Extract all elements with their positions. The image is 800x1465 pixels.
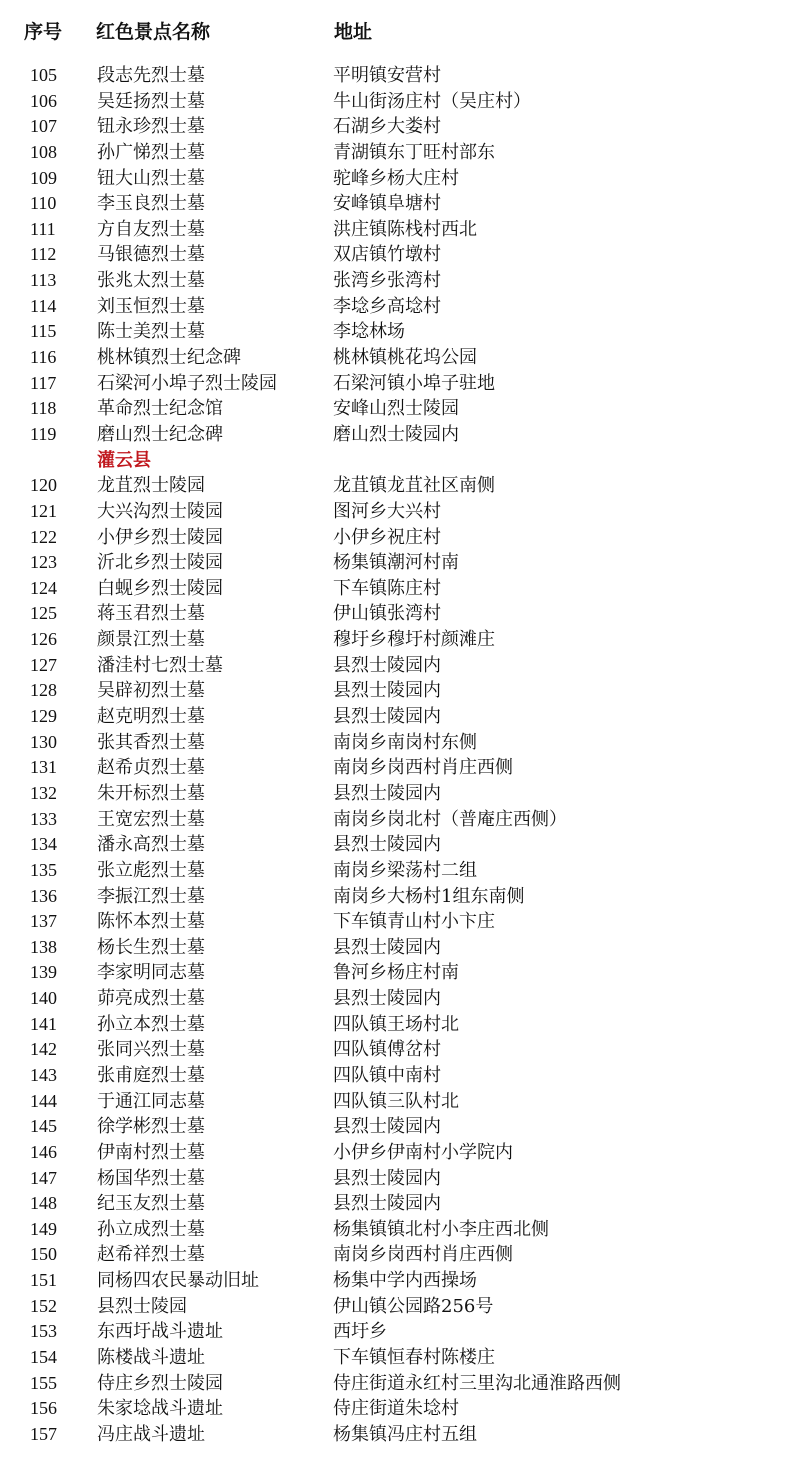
- site-address: 石湖乡大娄村: [333, 116, 441, 138]
- site-name: 潘永高烈士墓: [97, 834, 205, 856]
- site-name: 李玉良烈士墓: [97, 193, 205, 215]
- row-number: 153: [30, 1321, 57, 1342]
- table-row: [0, 1140, 800, 1166]
- table-row: [0, 1037, 800, 1063]
- site-address: 南岗乡大杨村1组东南侧: [333, 885, 525, 907]
- row-number: 150: [30, 1244, 57, 1265]
- row-number: 136: [30, 885, 57, 906]
- row-number: 111: [30, 218, 56, 239]
- table-row: [0, 89, 800, 115]
- row-number: 137: [30, 911, 57, 932]
- table-row: [0, 319, 800, 345]
- site-name: 于通江同志墓: [97, 1090, 205, 1112]
- county-heading-row: [0, 448, 800, 474]
- table-row: [0, 371, 800, 397]
- site-name: 段志先烈士墓: [97, 65, 205, 86]
- site-address: 小伊乡伊南村小学院内: [333, 1141, 513, 1163]
- site-name: 冯庄战斗遗址: [97, 1423, 205, 1445]
- site-address: 李埝乡高埝村: [333, 295, 441, 317]
- site-name: 桃林镇烈士纪念碑: [97, 347, 241, 369]
- site-address: 杨集镇冯庄村五组: [333, 1423, 477, 1445]
- site-name: 小伊乡烈士陵园: [97, 526, 223, 548]
- site-address: 驼峰乡杨大庄村: [333, 167, 459, 189]
- site-address: 县烈士陵园内: [333, 936, 441, 958]
- table-row: [0, 1396, 800, 1422]
- table-row: [0, 601, 800, 627]
- site-name: 张其香烈士墓: [97, 731, 205, 753]
- site-address: 杨集镇潮河村南: [333, 552, 459, 574]
- table-row: [0, 114, 800, 140]
- site-address: 小伊乡祝庄村: [333, 526, 441, 548]
- column-header-site-name: 红色景点名称: [96, 21, 211, 43]
- table-row: [0, 294, 800, 320]
- row-number: 109: [30, 167, 57, 188]
- table-row: [0, 704, 800, 730]
- table-row: [0, 63, 800, 89]
- row-number: 143: [30, 1064, 57, 1085]
- site-address: 侍庄街道朱埝村: [333, 1398, 459, 1420]
- site-address: 县烈士陵园内: [333, 654, 441, 676]
- row-number: 144: [30, 1090, 57, 1111]
- site-name: 颜景江烈士墓: [97, 629, 205, 651]
- site-address: 石梁河镇小埠子驻地: [333, 372, 495, 394]
- site-address: 鲁河乡杨庄村南: [333, 962, 459, 984]
- site-name: 磨山烈士纪念碑: [97, 423, 223, 445]
- site-address: 下车镇陈庄村: [333, 577, 441, 599]
- site-name: 徐学彬烈士墓: [97, 1116, 205, 1138]
- row-number: 156: [30, 1398, 57, 1419]
- site-name: 刘玉恒烈士墓: [97, 295, 205, 317]
- site-address: 青湖镇东丁旺村部东: [333, 141, 495, 163]
- site-name: 朱家埝战斗遗址: [97, 1398, 223, 1420]
- table-row: [0, 755, 800, 781]
- row-number: 139: [30, 962, 57, 983]
- site-address: 穆圩乡穆圩村颜滩庄: [333, 629, 495, 651]
- row-number: 147: [30, 1167, 57, 1188]
- row-number: 110: [30, 193, 57, 214]
- table-row: [0, 884, 800, 910]
- site-name: 陈士美烈士墓: [97, 321, 205, 343]
- site-address: 侍庄街道永红村三里沟北通淮路西侧: [333, 1372, 621, 1394]
- site-name: 孙广悌烈士墓: [97, 141, 205, 163]
- site-address: 图河乡大兴村: [333, 500, 441, 522]
- table-row: [0, 653, 800, 679]
- table-row: [0, 525, 800, 551]
- site-name: 纪玉友烈士墓: [97, 1193, 205, 1215]
- site-name: 县烈士陵园: [97, 1295, 187, 1317]
- row-number: 151: [30, 1270, 57, 1291]
- site-name: 吴辟初烈士墓: [97, 680, 205, 702]
- site-name: 杨国华烈士墓: [97, 1167, 205, 1189]
- site-address: 南岗乡岗西村肖庄西侧: [333, 757, 513, 779]
- site-address: 四队镇傅岔村: [333, 1039, 441, 1061]
- row-number: 141: [30, 1013, 57, 1034]
- table-row: [0, 909, 800, 935]
- row-number: 132: [30, 782, 57, 803]
- site-name: 朱开标烈士墓: [97, 782, 205, 804]
- site-address: 县烈士陵园内: [333, 834, 441, 856]
- site-address: 南岗乡岗西村肖庄西侧: [333, 1244, 513, 1266]
- table-row: [0, 345, 800, 371]
- table-row: [0, 1012, 800, 1038]
- county-heading: 灌云县: [97, 449, 151, 471]
- site-name: 吴廷扬烈士墓: [97, 90, 205, 112]
- site-address: 洪庄镇陈栈村西北: [333, 218, 477, 240]
- site-name: 伊南村烈士墓: [97, 1141, 205, 1163]
- table-row: [0, 627, 800, 653]
- site-address: 平明镇安营村: [333, 65, 441, 86]
- row-number: 154: [30, 1347, 57, 1368]
- site-address: 四队镇三队村北: [333, 1090, 459, 1112]
- row-number: 133: [30, 808, 57, 829]
- row-number: 105: [30, 65, 57, 85]
- row-number: 113: [30, 270, 57, 291]
- site-address: 双店镇竹墩村: [333, 244, 441, 266]
- row-number: 148: [30, 1193, 57, 1214]
- site-name: 东西圩战斗遗址: [97, 1321, 223, 1343]
- site-name: 茆亮成烈士墓: [97, 988, 205, 1010]
- table-row: [0, 1217, 800, 1243]
- site-name: 孙立本烈士墓: [97, 1013, 205, 1035]
- table-row: [0, 832, 800, 858]
- table-row: [0, 1191, 800, 1217]
- table-row: [0, 1319, 800, 1345]
- table-row: [0, 807, 800, 833]
- table-row: [0, 268, 800, 294]
- site-address: 县烈士陵园内: [333, 706, 441, 728]
- row-number: 126: [30, 629, 57, 650]
- site-name: 潘洼村七烈士墓: [97, 654, 223, 676]
- row-number: 124: [30, 577, 57, 598]
- site-name: 钮永珍烈士墓: [97, 116, 205, 138]
- row-number: 106: [30, 90, 57, 111]
- site-name: 王宽宏烈士墓: [97, 808, 205, 830]
- table-row: [0, 986, 800, 1012]
- table-header: [0, 18, 800, 46]
- table-row: [0, 781, 800, 807]
- site-address: 下车镇青山村小卞庄: [333, 911, 495, 933]
- site-address: 张湾乡张湾村: [333, 270, 441, 292]
- site-name: 赵希贞烈士墓: [97, 757, 205, 779]
- site-name: 张同兴烈士墓: [97, 1039, 205, 1061]
- site-address: 杨集镇镇北村小李庄西北侧: [333, 1218, 549, 1240]
- table-row: [0, 1371, 800, 1397]
- site-name: 蒋玉君烈士墓: [97, 603, 205, 625]
- row-number: 149: [30, 1218, 57, 1239]
- row-number: 122: [30, 526, 57, 547]
- site-name: 陈怀本烈士墓: [97, 911, 205, 933]
- row-number: 108: [30, 141, 57, 162]
- site-name: 陈楼战斗遗址: [97, 1347, 205, 1369]
- row-number: 152: [30, 1295, 57, 1316]
- row-number: 125: [30, 603, 57, 624]
- site-name: 大兴沟烈士陵园: [97, 500, 223, 522]
- row-number: 128: [30, 680, 57, 701]
- row-number: 129: [30, 706, 57, 727]
- row-number: 155: [30, 1372, 57, 1393]
- site-address: 西圩乡: [333, 1321, 387, 1343]
- row-number: 107: [30, 116, 57, 137]
- table-row: [0, 1268, 800, 1294]
- site-name: 马银德烈士墓: [97, 244, 205, 266]
- row-number: 130: [30, 731, 57, 752]
- table-row: [0, 242, 800, 268]
- site-name: 石梁河小埠子烈士陵园: [97, 372, 277, 394]
- table-row: [0, 422, 800, 448]
- site-name: 方自友烈士墓: [97, 218, 205, 240]
- site-address: 县烈士陵园内: [333, 1116, 441, 1138]
- site-name: 李振江烈士墓: [97, 885, 205, 907]
- row-number: 121: [30, 500, 57, 521]
- column-header-address: 地址: [334, 21, 373, 43]
- site-address: 龙苴镇龙苴社区南侧: [333, 475, 495, 497]
- table-row: [0, 935, 800, 961]
- column-header-number: 序号: [24, 21, 63, 43]
- site-name: 同杨四农民暴动旧址: [97, 1270, 259, 1292]
- site-address: 县烈士陵园内: [333, 1193, 441, 1215]
- table-row: [0, 1166, 800, 1192]
- table-row: [0, 1345, 800, 1371]
- site-address: 县烈士陵园内: [333, 1167, 441, 1189]
- site-address: 李埝林场: [333, 321, 405, 343]
- row-number: 142: [30, 1039, 57, 1060]
- table-row: [0, 191, 800, 217]
- table-row: [0, 499, 800, 525]
- site-address: 四队镇中南村: [333, 1064, 441, 1086]
- table-row: [0, 858, 800, 884]
- row-number: 123: [30, 552, 57, 573]
- row-number: 135: [30, 859, 57, 880]
- table-row: [0, 960, 800, 986]
- row-number: 116: [30, 347, 57, 368]
- site-name: 张立彪烈士墓: [97, 859, 205, 881]
- row-number: 112: [30, 244, 57, 265]
- row-number: 134: [30, 834, 57, 855]
- table-row: [0, 730, 800, 756]
- site-name: 革命烈士纪念馆: [97, 398, 223, 420]
- table-row: [0, 473, 800, 499]
- row-number: 131: [30, 757, 57, 778]
- site-name: 李家明同志墓: [97, 962, 205, 984]
- site-name: 张甫庭烈士墓: [97, 1064, 205, 1086]
- table-row: [0, 166, 800, 192]
- table-row: [0, 1242, 800, 1268]
- table-row: [0, 217, 800, 243]
- row-number: 114: [30, 295, 57, 316]
- site-address: 伊山镇公园路256号: [333, 1295, 494, 1317]
- site-address: 四队镇王场村北: [333, 1013, 459, 1035]
- site-address: 南岗乡梁荡村二组: [333, 859, 477, 881]
- row-number: 146: [30, 1141, 57, 1162]
- table-row: [0, 1089, 800, 1115]
- table-row: [0, 1294, 800, 1320]
- row-number: 157: [30, 1423, 57, 1444]
- site-address: 伊山镇张湾村: [333, 603, 441, 625]
- table-row: [0, 550, 800, 576]
- row-number: 118: [30, 398, 57, 419]
- site-address: 县烈士陵园内: [333, 782, 441, 804]
- table-row: [0, 396, 800, 422]
- site-name: 沂北乡烈士陵园: [97, 552, 223, 574]
- row-number: 115: [30, 321, 57, 342]
- site-name: 白蚬乡烈士陵园: [97, 577, 223, 599]
- site-name: 杨长生烈士墓: [97, 936, 205, 958]
- site-address: 南岗乡南岗村东侧: [333, 731, 477, 753]
- row-number: 117: [30, 372, 57, 393]
- table-row: [0, 1422, 800, 1448]
- site-address: 县烈士陵园内: [333, 988, 441, 1010]
- site-name: 张兆太烈士墓: [97, 270, 205, 292]
- site-name: 赵克明烈士墓: [97, 706, 205, 728]
- row-number: 138: [30, 936, 57, 957]
- site-address: 南岗乡岗北村（普庵庄西侧）: [333, 808, 567, 830]
- site-address: 安峰镇阜塘村: [333, 193, 441, 215]
- site-address: 下车镇恒春村陈楼庄: [333, 1347, 495, 1369]
- site-address: 磨山烈士陵园内: [333, 423, 459, 445]
- table-row: [0, 1063, 800, 1089]
- row-number: 119: [30, 423, 57, 444]
- site-list: [0, 63, 800, 1448]
- site-name: 孙立成烈士墓: [97, 1218, 205, 1240]
- row-number: 127: [30, 654, 57, 675]
- site-address: 杨集中学内西操场: [333, 1270, 477, 1292]
- table-row: [0, 140, 800, 166]
- row-number: 140: [30, 988, 57, 1009]
- table-row: [0, 1114, 800, 1140]
- site-address: 桃林镇桃花坞公园: [333, 347, 477, 369]
- table-row: [0, 678, 800, 704]
- site-name: 龙苴烈士陵园: [97, 475, 205, 497]
- site-name: 钮大山烈士墓: [97, 167, 205, 189]
- row-number: 145: [30, 1116, 57, 1137]
- site-name: 侍庄乡烈士陵园: [97, 1372, 223, 1394]
- row-number: 120: [30, 475, 57, 496]
- site-name: 赵希祥烈士墓: [97, 1244, 205, 1266]
- table-row: [0, 576, 800, 602]
- site-address: 牛山街汤庄村（吴庄村）: [333, 90, 531, 112]
- site-address: 县烈士陵园内: [333, 680, 441, 702]
- site-address: 安峰山烈士陵园: [333, 398, 459, 420]
